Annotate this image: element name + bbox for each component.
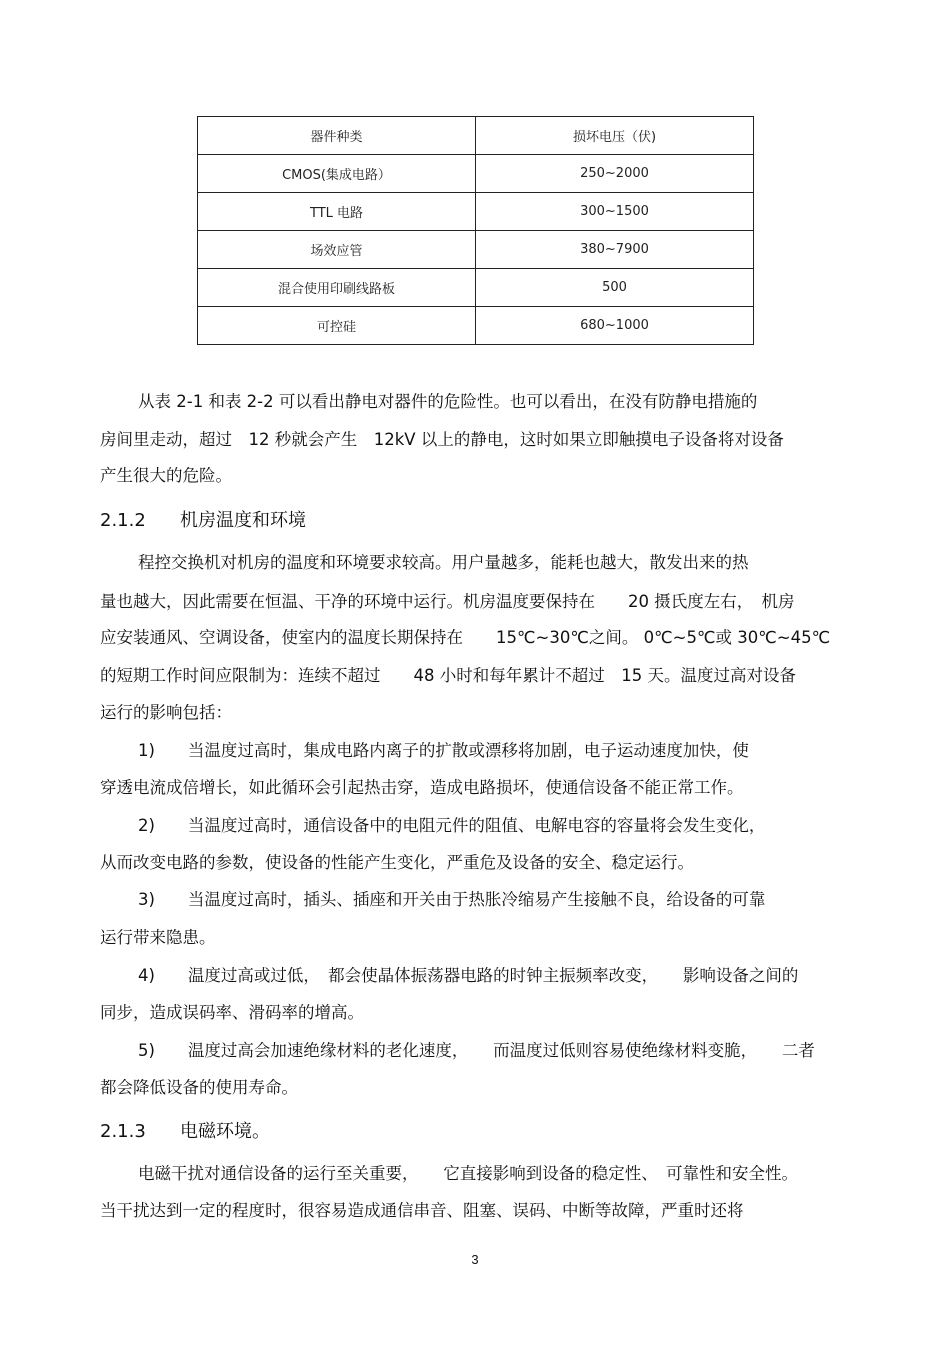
table-row [198,155,754,193]
section-number: 2.1.3 [100,1121,146,1142]
table-row [198,193,754,231]
paragraph-line: 电磁干扰对通信设备的运行至关重要， 它直接影响到设备的稳定性、 可靠性和安全性。 [138,1164,798,1183]
list-item-continuation: 都会降低设备的使用寿命。 [100,1078,298,1097]
table-cell: 300~1500 [476,193,754,231]
table-row [198,231,754,269]
table-header-cell: 损坏电压（伏) [476,117,754,155]
paragraph-line: 从表 2-1 和表 2-2 可以看出静电对器件的危险性。也可以看出，在没有防静电措施的 [138,392,758,411]
damage-voltage-table [197,116,754,345]
table-cell: TTL 电路 [198,193,476,231]
list-item-continuation: 从而改变电路的参数，使设备的性能产生变化，严重危及设备的安全、稳定运行。 [100,853,694,872]
list-item: 1) 当温度过高时，集成电路内离子的扩散或漂移将加剧，电子运动速度加快，使 [138,741,749,760]
table-cell: 场效应管 [198,231,476,269]
table-cell: 可控硅 [198,307,476,345]
paragraph-line: 运行的影响包括： [100,703,232,722]
paragraph-line: 程控交换机对机房的温度和环境要求较高。用户量越多，能耗也越大，散发出来的热 [138,553,749,572]
paragraph-line: 当干扰达到一定的程度时，很容易造成通信串音、阻塞、误码、中断等故障，严重时还将 [100,1201,744,1220]
section-title: 电磁环境。 [180,1121,270,1142]
paragraph-line: 应安装通风、空调设备，使室内的温度长期保持在 15℃~30℃之间。 0℃~5℃或 30℃~45℃ [100,628,831,647]
section-heading [100,1121,270,1143]
paragraph-line: 产生很大的危险。 [100,466,232,485]
list-item: 4) 温度过高或过低， 都会使晶体振荡器电路的时钟主振频率改变， 影响设备之间的 [138,966,799,985]
list-item: 5) 温度过高会加速绝缘材料的老化速度， 而温度过低则容易使绝缘材料变脆， 二者 [138,1041,815,1060]
table-cell: 混合使用印刷线路板 [198,269,476,307]
paragraph-line: 量也越大，因此需要在恒温、干净的环境中运行。机房温度要保持在 20 摄氏度左右， 机房 [100,592,795,611]
table-cell: 500 [476,269,754,307]
table-cell: 680~1000 [476,307,754,345]
list-item-continuation: 同步，造成误码率、滑码率的增高。 [100,1003,364,1022]
list-item: 2) 当温度过高时，通信设备中的电阻元件的阻值、电解电容的容量将会发生变化， [138,816,766,835]
section-heading [100,510,306,532]
section-title: 机房温度和环境 [180,510,306,531]
paragraph-line: 房间里走动，超过 12 秒就会产生 12kV 以上的静电，这时如果立即触摸电子设备将对设备 [100,430,784,449]
table-cell: 250~2000 [476,155,754,193]
list-item-continuation: 运行带来隐患。 [100,928,216,947]
table-cell: CMOS(集成电路） [198,155,476,193]
table-row [198,307,754,345]
table-header-cell: 器件种类 [198,117,476,155]
page-number: 3 [471,1252,479,1267]
table-cell: 380~7900 [476,231,754,269]
table-header-row [198,117,754,155]
paragraph-line: 的短期工作时间应限制为：连续不超过 48 小时和每年累计不超过 15 天。温度过高对设备 [100,666,796,685]
list-item-continuation: 穿透电流成倍增长，如此循环会引起热击穿，造成电路损坏，使通信设备不能正常工作。 [100,778,744,797]
table-row [198,269,754,307]
section-number: 2.1.2 [100,510,146,531]
list-item: 3) 当温度过高时，插头、插座和开关由于热胀冷缩易产生接触不良，给设备的可靠 [138,890,766,909]
